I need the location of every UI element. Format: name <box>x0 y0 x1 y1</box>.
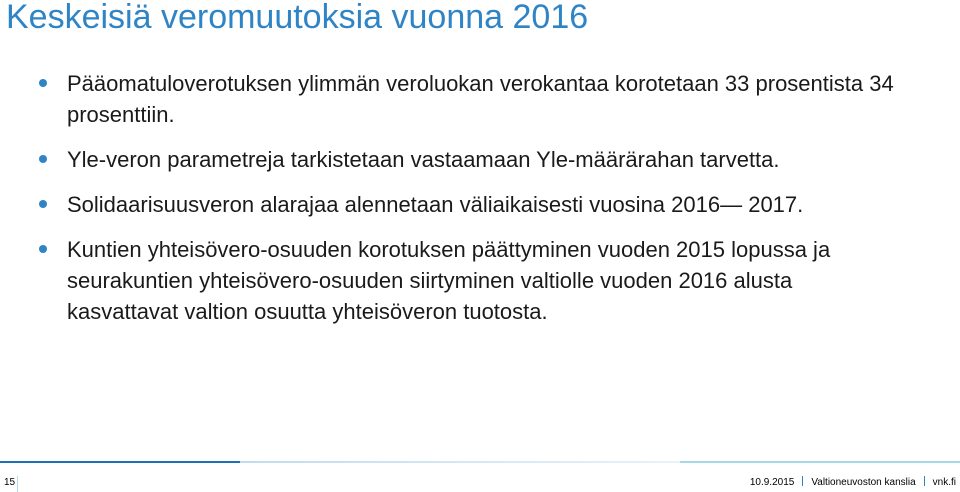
footer-separator <box>924 476 925 486</box>
footer-divider-segment <box>0 461 240 463</box>
footer-divider-segment <box>680 461 960 463</box>
bullet-text: Yle-veron parametreja tarkistetaan vastaamaan Yle-määrärahan tarvetta. <box>67 147 780 172</box>
footer <box>0 476 960 492</box>
footer-vertical-divider <box>17 476 18 492</box>
bullet-text: Kuntien yhteisövero-osuuden korotuksen päättyminen vuoden 2015 lopussa ja seurakuntien yhteisövero-osuuden siirtyminen valtiolle vuoden 2016 alusta kasvattavat valtion osuutta yhteisöveron tuotosta. <box>67 237 831 324</box>
bullet-item <box>0 144 960 175</box>
bullet-dot-icon <box>39 200 47 208</box>
bullet-item <box>0 68 960 130</box>
bullet-text: Pääomatuloverotuksen ylimmän veroluokan verokantaa korotetaan 33 prosentista 34 prosenttiin. <box>67 71 894 127</box>
bullet-item <box>0 234 960 327</box>
footer-date: 10.9.2015 <box>749 477 795 488</box>
slide-title: Keskeisiä veromuutoksia vuonna 2016 <box>6 0 589 36</box>
footer-divider-segment <box>240 461 680 463</box>
bullet-dot-icon <box>39 79 47 87</box>
bullet-item <box>0 189 960 220</box>
footer-organization: Valtioneuvoston kanslia <box>811 477 916 488</box>
bullet-dot-icon <box>39 245 47 253</box>
page-number: 15 <box>4 477 16 488</box>
bullet-list <box>0 68 960 327</box>
bullet-text: Solidaarisuusveron alarajaa alennetaan väliaikaisesti vuosina 2016— 2017. <box>67 192 804 217</box>
footer-separator <box>802 476 803 486</box>
bullet-dot-icon <box>39 155 47 163</box>
footer-info <box>750 476 956 490</box>
footer-website: vnk.fi <box>932 477 956 488</box>
footer-divider <box>0 460 960 464</box>
